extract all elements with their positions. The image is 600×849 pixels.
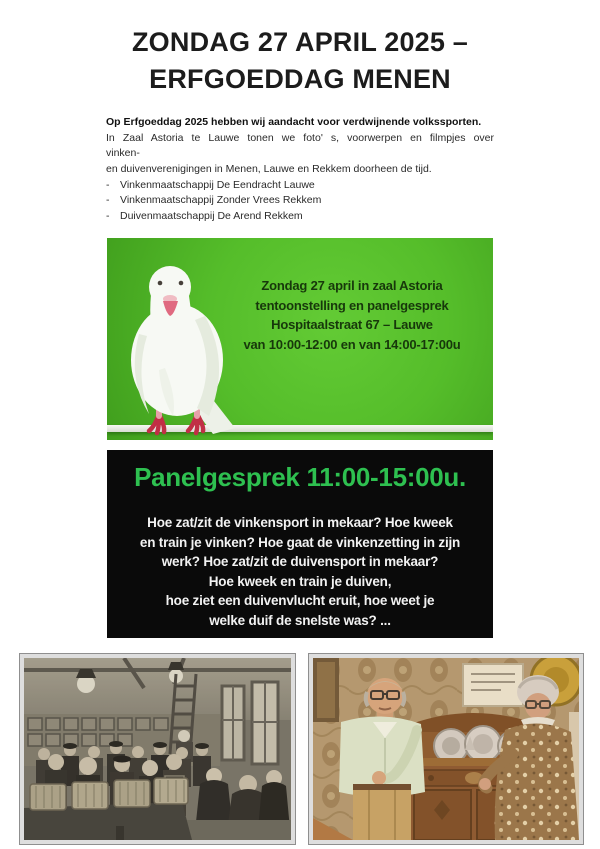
page-title-line1: ZONDAG 27 APRIL 2025 – <box>131 27 469 57</box>
couple-trophies-photo <box>309 654 583 844</box>
vintage-group-photo <box>20 654 295 844</box>
event-line-what: tentoonstelling en panelgesprek <box>255 297 449 313</box>
event-line-when: Zondag 27 april in zaal Astoria <box>261 278 443 293</box>
panel-heading: Panelgesprek 11:00-15:00u. <box>134 462 466 492</box>
green-card-text <box>217 276 487 354</box>
bullet-dash: - <box>106 179 110 191</box>
panel-discussion-banner <box>107 450 493 638</box>
intro-lead-line: Op Erfgoeddag 2025 hebben wij aandacht voor verdwijnende volkssporten. <box>106 116 482 128</box>
event-line-where: Hospitaalstraat 67 – Lauwe <box>271 317 433 332</box>
couple-trophies-photo-image <box>313 658 579 840</box>
panel-text-line: welke duif de snelste was? ... <box>209 612 391 628</box>
list-item <box>106 193 494 208</box>
page-title-line2: ERFGOEDDAG MENEN <box>149 64 451 94</box>
list-item <box>106 209 494 224</box>
panel-text-line: Hoe kweek en train je duiven, <box>208 573 392 589</box>
panel-text-line: hoe ziet een duivenvlucht eruit, hoe weet je <box>165 593 435 608</box>
bullet-dash: - <box>106 194 110 207</box>
club-bullet-list <box>106 178 494 224</box>
list-item-label: Duivenmaatschappij De Arend Rekkem <box>120 209 303 222</box>
list-item-label: Vinkenmaatschappij Zonder Vrees Rekkem <box>120 194 322 207</box>
dove-event-banner <box>107 238 493 440</box>
panel-text-line: Hoe zat/zit de vinkensport in mekaar? Hoe kweek <box>147 515 453 530</box>
intro-line3: vinken- <box>106 147 140 159</box>
bullet-dash: - <box>106 209 110 222</box>
list-item <box>106 178 494 193</box>
list-item-label: Vinkenmaatschappij De Eendracht Lauwe <box>120 179 315 191</box>
panel-text-line: werk? Hoe zat/zit de duivensport in mekaar? <box>161 554 439 569</box>
intro-line2: In Zaal Astoria te Lauwe tonen we foto' s, voorwerpen en filmpjes over <box>106 131 494 144</box>
panel-text-line: en train je vinken? Hoe gaat de vinkenzetting in zijn <box>139 534 461 550</box>
intro-line4: en duivenverenigingen in Menen, Lauwe en Rekkem doorheen de tijd. <box>106 162 432 175</box>
panel-questions-text <box>107 513 493 630</box>
page-title <box>0 24 600 98</box>
vintage-group-photo-image <box>24 658 291 840</box>
intro-paragraph <box>106 115 494 224</box>
event-line-hours: van 10:00-12:00 en van 14:00-17:00u <box>243 336 461 352</box>
